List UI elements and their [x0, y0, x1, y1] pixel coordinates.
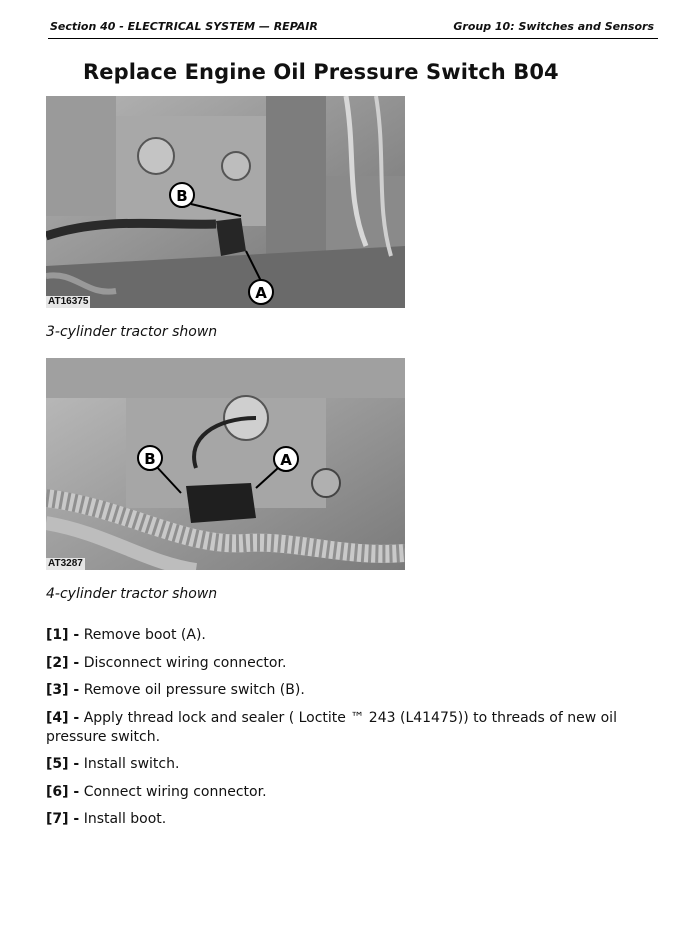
- step-text: Remove oil pressure switch (B).: [83, 682, 305, 698]
- step-number: [2] -: [46, 654, 80, 671]
- step-text: Remove boot (A).: [83, 627, 206, 643]
- step-text: Install switch.: [83, 756, 180, 772]
- step-number: [3] -: [46, 682, 80, 698]
- step-number: [5] -: [46, 756, 80, 772]
- group-title: Group 10: Switches and Sensors: [453, 20, 654, 33]
- step-item: [46, 810, 646, 829]
- callout-b-label: B: [176, 187, 188, 205]
- section-title: Section 40 - ELECTRICAL SYSTEM — REPAIR: [50, 20, 318, 33]
- photo-4-cylinder: [46, 358, 405, 570]
- step-number: [4] -: [46, 709, 80, 726]
- photo-3-cylinder: [46, 96, 405, 308]
- step-number: [1] -: [46, 627, 80, 643]
- step-item: [46, 709, 646, 747]
- figure-code: AT16375: [48, 296, 89, 307]
- step-number: [7] -: [46, 811, 80, 827]
- step-text: Apply thread lock and sealer ( Loctite ™ 243 (L41475)) to threads of new oil pressure switch.: [46, 709, 617, 745]
- step-item: [46, 626, 646, 645]
- callout-a-label: A: [280, 451, 292, 469]
- step-item: [46, 681, 646, 700]
- step-item: [46, 755, 646, 774]
- step-text: Disconnect wiring connector.: [83, 654, 287, 671]
- figure-caption: 4-cylinder tractor shown: [46, 586, 218, 602]
- figure-caption: 3-cylinder tractor shown: [46, 324, 218, 340]
- engine-photo-1: [46, 96, 405, 308]
- step-item: [46, 783, 646, 802]
- callout-b-label: B: [144, 450, 156, 468]
- engine-photo-2: [46, 358, 405, 570]
- step-text: Connect wiring connector.: [83, 783, 267, 800]
- callout-a-label: A: [255, 284, 267, 302]
- procedure-steps: [46, 626, 646, 838]
- step-text: Install boot.: [83, 811, 167, 827]
- figure-code: AT3287: [48, 558, 83, 569]
- step-item: [46, 654, 646, 673]
- page-title: Replace Engine Oil Pressure Switch B04: [83, 60, 559, 84]
- step-number: [6] -: [46, 783, 80, 800]
- page-header: [48, 14, 658, 39]
